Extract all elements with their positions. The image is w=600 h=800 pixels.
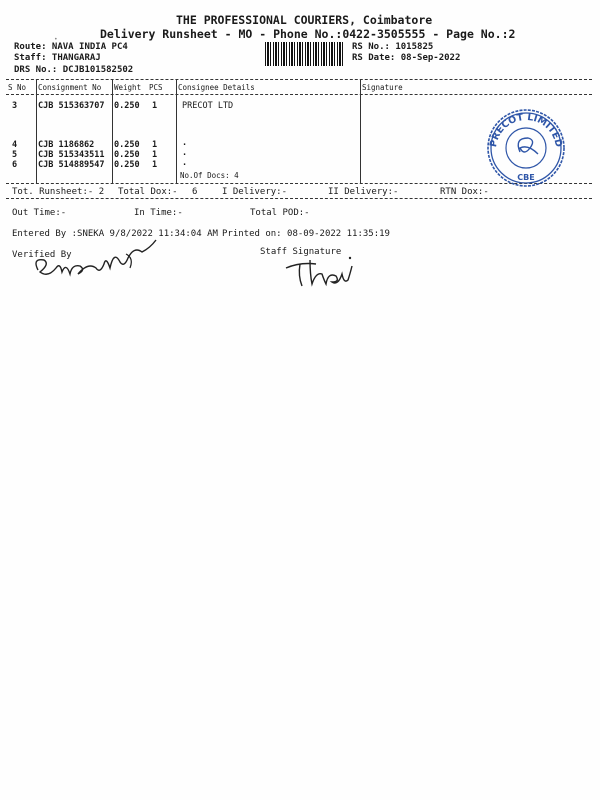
col-header-sno: S No bbox=[8, 83, 27, 92]
cell-consignee: PRECOT LTD bbox=[182, 101, 234, 111]
cell-sno: 4 bbox=[12, 140, 18, 150]
cell-consignment: CJB 515363707 bbox=[38, 101, 105, 111]
stamp-bottom-text: CBE bbox=[517, 173, 535, 182]
scan-speck: • bbox=[54, 36, 58, 43]
route-label: Route: NAVA INDIA PC4 bbox=[14, 42, 128, 52]
verified-by-label: Verified By bbox=[12, 250, 72, 260]
total-runsheet: Tot. Runsheet:- 2 bbox=[12, 187, 105, 197]
company-title: THE PROFESSIONAL COURIERS, Coimbatore bbox=[176, 13, 433, 27]
total-dox-value: 6 bbox=[192, 187, 198, 197]
printed-on: Printed on: 08-09-2022 11:35:19 bbox=[222, 229, 390, 239]
cell-weight: 0.250 bbox=[114, 101, 140, 111]
cell-consignment: CJB 515343511 bbox=[38, 150, 105, 160]
total-pod: Total POD:- bbox=[250, 208, 310, 218]
no-of-docs: No.Of Docs: 4 bbox=[180, 171, 239, 180]
cell-pcs: 1 bbox=[152, 160, 158, 170]
col-header-consignment: Consignment No bbox=[38, 83, 102, 92]
rs-date: RS Date: 08-Sep-2022 bbox=[352, 53, 461, 63]
col-header-consignee: Consignee Details bbox=[178, 83, 255, 92]
col-header-weight: Weight bbox=[114, 83, 142, 92]
staff-signature bbox=[280, 250, 370, 295]
entered-by: Entered By :SNEKA 9/8/2022 11:34:04 AM bbox=[12, 229, 218, 239]
cell-consignee: . bbox=[182, 138, 188, 148]
cell-pcs: 1 bbox=[152, 101, 158, 111]
cell-consignee: . bbox=[182, 158, 188, 168]
cell-weight: 0.250 bbox=[114, 160, 140, 170]
col-divider bbox=[360, 80, 361, 183]
barcode-image bbox=[265, 42, 343, 66]
cell-weight: 0.250 bbox=[114, 140, 140, 150]
i-delivery: I Delivery:- bbox=[222, 187, 288, 197]
rs-number: RS No.: 1015825 bbox=[352, 42, 434, 52]
cell-sno: 5 bbox=[12, 150, 18, 160]
rtn-dox: RTN Dox:- bbox=[440, 187, 489, 197]
col-divider bbox=[176, 80, 177, 183]
verifier-signature bbox=[30, 228, 180, 288]
ii-delivery: II Delivery:- bbox=[328, 187, 399, 197]
in-time: In Time:- bbox=[134, 208, 183, 218]
table-top-rule bbox=[6, 79, 592, 80]
cell-sno: 6 bbox=[12, 160, 18, 170]
totals-rule bbox=[6, 198, 592, 199]
col-divider bbox=[112, 80, 113, 183]
cell-pcs: 1 bbox=[152, 150, 158, 160]
table-header-rule bbox=[6, 94, 592, 95]
out-time: Out Time:- bbox=[12, 208, 67, 218]
cell-pcs: 1 bbox=[152, 140, 158, 150]
staff-label: Staff: THANGARAJ bbox=[14, 53, 101, 63]
cell-sno: 3 bbox=[12, 101, 18, 111]
staff-signature-label: Staff Signature bbox=[260, 247, 342, 257]
runsheet-subtitle: Delivery Runsheet - MO - Phone No.:0422-3505555 - Page No.:2 bbox=[100, 27, 516, 41]
cell-consignment: CJB 1186862 bbox=[38, 140, 95, 150]
col-header-signature: Signature bbox=[362, 83, 403, 92]
precot-limited-stamp bbox=[484, 108, 568, 188]
drs-number: DRS No.: DCJB101582502 bbox=[14, 65, 134, 75]
svg-text:PRECOT LIMITED bbox=[488, 112, 564, 148]
stamp-top-text: PRECOT LIMITED bbox=[488, 111, 564, 149]
cell-consignment: CJB 514889547 bbox=[38, 160, 105, 170]
col-header-pcs: PCS bbox=[149, 83, 163, 92]
col-divider bbox=[36, 80, 37, 183]
total-dox-label: Total Dox:- bbox=[118, 187, 178, 197]
cell-weight: 0.250 bbox=[114, 150, 140, 160]
cell-consignee: . bbox=[182, 148, 188, 158]
